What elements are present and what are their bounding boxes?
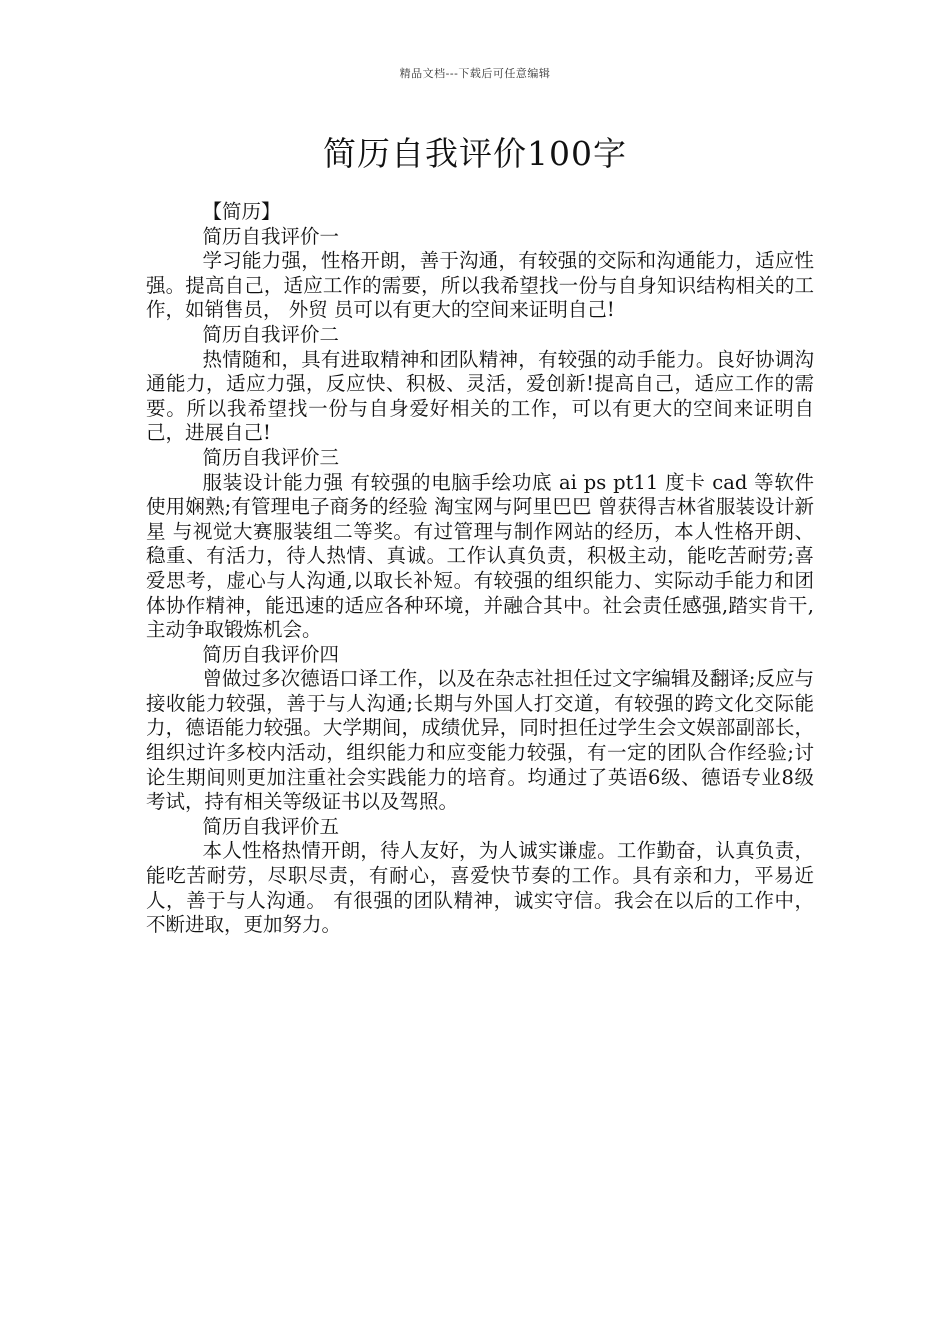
section-paragraph-4: 曾做过多次德语口译工作，以及在杂志社担任过文字编辑及翻译;反应与接收能力较强，善于与人沟通;长期与外国人打交道，有较强的跨文化交际能力，德语能力较强。大学期间，成绩优异，同时担任过学生会文娱部副部长，组织过许多校内活动，组织能力和应变能力较强，有一定的团队合作经验;讨论生期间则更加注重社会实践能力的培育。均通过了英语6级、德语专业8级考试，持有相关等级证书以及驾照。: [146, 667, 814, 814]
section-label: 【简历】: [202, 200, 281, 223]
section-paragraph-3: 服装设计能力强 有较强的电脑手绘功底 ai ps pt11 度卡 cad 等软件使用娴熟;有管理电子商务的经验 淘宝网与阿里巴巴 曾获得吉林省服装设计新星 与视觉大赛服装组二等奖。有过管理与制作网站的经历，本人性格开朗、稳重、有活力，待人热情、真诚。工作认真负责，积极主动，能吃苦耐劳;喜爱思考，虚心与人沟通,以取长补短。有较强的组织能力、实际动手能力和团体协作精神，能迅速的适应各种环境，并融合其中。社会责任感强,踏实肯干,主动争取锻炼机会。: [146, 470, 814, 642]
section-paragraph-1: 学习能力强，性格开朗，善于沟通，有较强的交际和沟通能力，适应性强。提高自己，适应工作的需要，所以我希望找一份与自身知识结构相关的工作，如销售员， 外贸 员可以有更大的空间来证明自己!: [146, 249, 814, 322]
section-heading-2: 简历自我评价二: [202, 322, 340, 346]
section-heading-3: 简历自我评价三: [202, 445, 340, 469]
section-heading-5: 简历自我评价五: [202, 814, 340, 838]
header-note: 精品文档---下载后可任意编辑: [399, 67, 551, 80]
section-paragraph-2: 热情随和，具有进取精神和团队精神，有较强的动手能力。良好协调沟通能力，适应力强，反应快、积极、灵活，爱创新!提高自己，适应工作的需要。所以我希望找一份与自身爱好相关的工作，可以有更大的空间来证明自己，进展自己!: [146, 347, 814, 445]
section-heading-1: 简历自我评价一: [202, 224, 340, 248]
document-title: 简历自我评价100字: [323, 134, 627, 173]
document-body: [146, 200, 814, 938]
section-heading-4: 简历自我评价四: [202, 642, 340, 666]
section-paragraph-5: 本人性格热情开朗，待人友好，为人诚实谦虚。工作勤奋，认真负责，能吃苦耐劳，尽职尽责，有耐心，喜爱快节奏的工作。具有亲和力，平易近人，善于与人沟通。 有很强的团队精神，诚实守信。我会在以后的工作中，不断进取，更加努力。: [146, 839, 814, 937]
